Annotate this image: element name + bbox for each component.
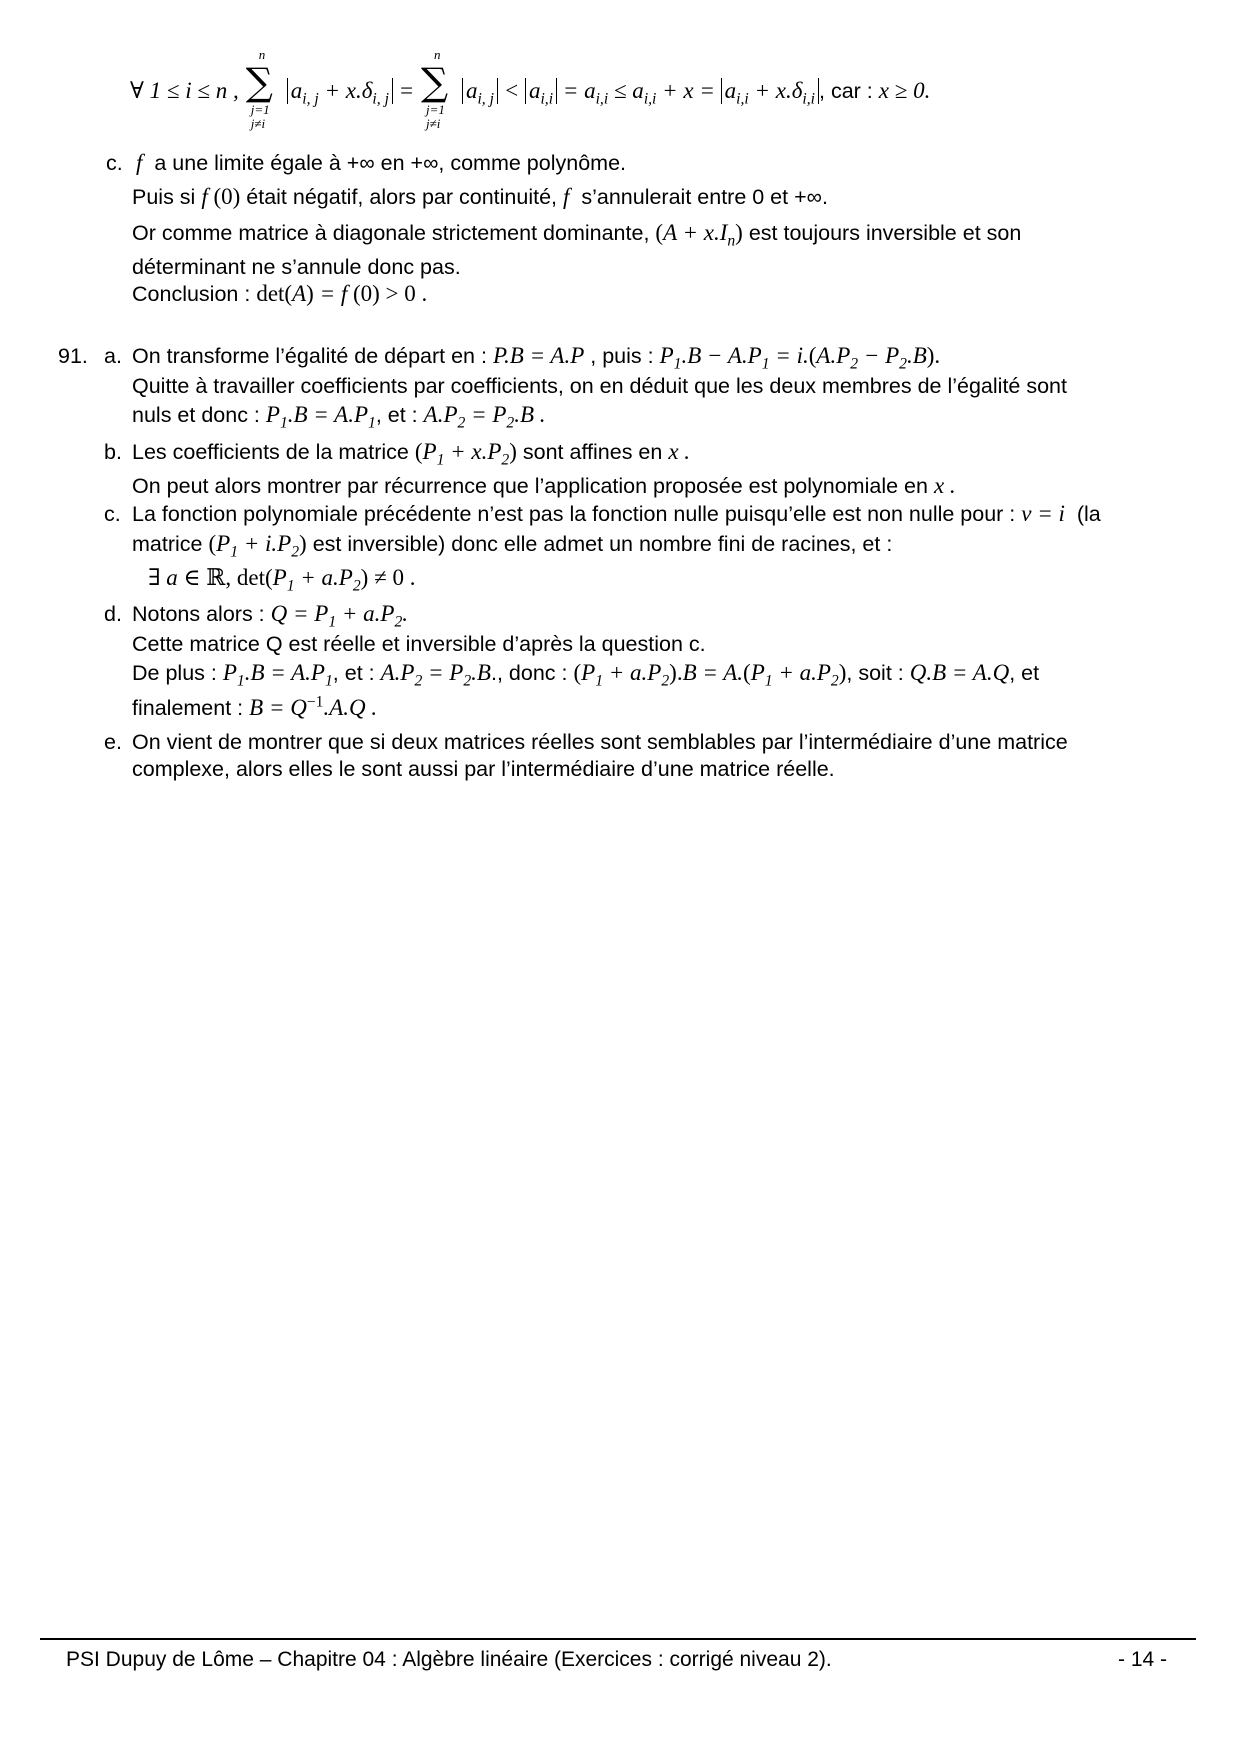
ex91-b-line2: On peut alors montrer par récurrence que l’application proposée est polynomiale en x . (132, 473, 956, 498)
ex91-c-line1: La fonction polynomiale précédente n’est pas la fonction nulle puisqu’elle est non nulle pour : v = i (la (132, 501, 1101, 526)
ex91-d-label: d. (104, 602, 122, 626)
condition-x-positive: x ≥ 0. (878, 78, 931, 103)
ex91-c-line2: matrice $(P_1 + i.P_2)$ est inversible) donc elle admet un nombre fini de racines, et : (132, 531, 893, 561)
ex90-sum-inequality: ∀ 1 ≤ i ≤ n , ∑ n j=1 j≠i $a_{i, j} + x.\delta_{i, j}$ = ∑ n j=1 j≠i $a_{i, j} < a_{i,i} = a_{i,i} \le a_{i,i} + x = a_{i,i} + x.\delta_{i,i}$ , car : x ≥ 0. (130, 47, 931, 131)
ex91-c-label: c. (104, 502, 121, 526)
ex91-d-line2: Cette matrice Q est réelle et inversible d’après la question c. (132, 632, 706, 656)
forall-prefix: ∀ 1 ≤ i ≤ n , (130, 78, 239, 103)
ex91-e-line2: complexe, alors elles le sont aussi par l’intermédiaire d’une matrice réelle. (132, 757, 835, 781)
ex90-c-line4: déterminant ne s’annule donc pas. (132, 255, 461, 279)
sum-symbol-2: ∑ n j=1 j≠i (420, 47, 449, 131)
ex91-d-line1: Notons alors : $Q = P_1 + a.P_2$. (132, 601, 409, 631)
ex91-a-line2: Quitte à travailler coefficients par coefficients, on en déduit que les deux membres de l’égalité sont (132, 374, 1067, 398)
car-text: , car : (819, 79, 873, 103)
sum-symbol-1: ∑ n j=1 j≠i (245, 47, 273, 131)
ex90-c-line1: f a une limite égale à +∞ en +∞, comme polynôme. (136, 150, 626, 175)
ex90-c-label: c. (106, 151, 123, 175)
ex90-c-conclusion: Conclusion : det(A) = f (0) > 0 . (132, 281, 428, 306)
ex91-a-line1: On transforme l’égalité de départ en : P.B = A.P , puis : $P_1.B - A.P_1 = i.(A.P_2 - P_2.B)$. (132, 343, 941, 373)
ex91-c-line3: ∃ a ∈ ℝ, $\det(P_1 + a.P_2) \ne 0$ . (148, 565, 416, 595)
ex91-a-label: a. (104, 344, 122, 368)
ex91-e-label: e. (104, 730, 122, 754)
ex90-c-line3: Or comme matrice à diagonale strictement dominante, $(A + x.I_n)$ est toujours inversible et son (132, 220, 1022, 250)
ex91-b-label: b. (104, 440, 122, 464)
ex91-a-line3: nuls et donc : $P_1.B = A.P_1$, et : $A.P_2 = P_2.B$ . (132, 402, 546, 432)
footer-rule (40, 1638, 1196, 1640)
ex91-e-line1: On vient de montrer que si deux matrices réelles sont semblables par l’intermédiaire d’une matrice (132, 730, 1068, 754)
page-number: - 14 - (1118, 1648, 1168, 1671)
footer-title: PSI Dupuy de Lôme – Chapitre 04 : Algèbre linéaire (Exercices : corrigé niveau 2). (66, 1648, 832, 1671)
ex91-d-line3: De plus : $P_1.B = A.P_1$, et : $A.P_2 = P_2.B$., donc : $(P_1 + a.P_2).B = A.(P_1 + a.P_2)$, soit : Q.B = A.Q, et (132, 660, 1040, 690)
ex91-b-line1: Les coefficients de la matrice $(P_1 + x.P_2)$ sont affines en x . (132, 439, 691, 469)
ex91-d-line4: finalement : $B = Q^{-1}.A.Q$ . (132, 693, 378, 720)
ex91-number: 91. (58, 344, 88, 368)
ex90-c-line2: Puis si f (0) était négatif, alors par continuité, f s’annulerait entre 0 et +∞. (132, 184, 828, 209)
